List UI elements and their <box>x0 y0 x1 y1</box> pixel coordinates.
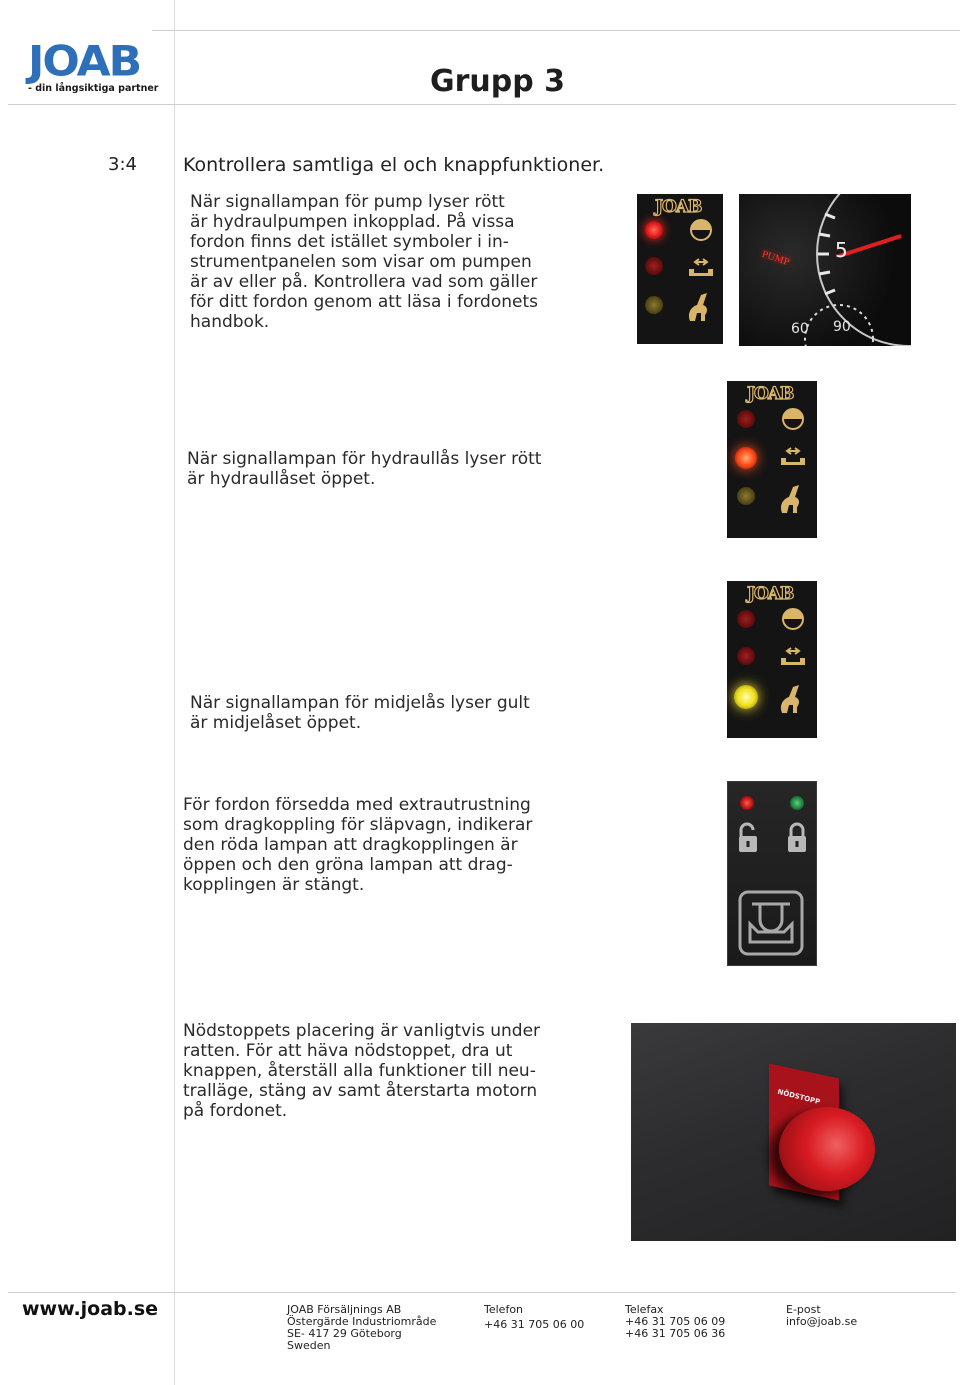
red-lamp-lit <box>645 221 663 239</box>
gauge-dial-icon <box>739 194 911 346</box>
joab-logo: JOAB <box>28 37 141 86</box>
header-rule-top <box>152 30 960 31</box>
gauge-digit: 5 <box>835 238 848 262</box>
footer-address: JOAB Försäljnings AB Östergärde Industriområde SE- 417 29 Göteborg Sweden <box>287 1303 437 1352</box>
midjelas-indicator-photo <box>727 581 817 738</box>
hydraullas-paragraph: När signallampan för hydraullås lyser rött är hydraullåset öppet. <box>187 449 542 489</box>
pump-indicator-photo <box>637 194 723 344</box>
dragkoppling-paragraph: För fordon försedda med extrautrustning som dragkoppling för släpvagn, indikerar den röda lampan att dragkopplingen är öppen och den gröna lampan att drag- kopplingen är stängt. <box>183 795 533 895</box>
section-heading: Kontrollera samtliga el och knappfunktioner. <box>183 154 605 176</box>
articulation-symbol-icon <box>777 681 807 715</box>
red-lamp-off <box>645 257 663 275</box>
yellow-lamp-lit <box>734 685 758 709</box>
emergency-stop-photo <box>631 1023 956 1241</box>
tow-hitch-button-icon <box>738 890 804 956</box>
logo-tagline: - din långsiktiga partner <box>28 83 159 94</box>
nodstopp-paragraph: Nödstoppets placering är vanligtvis under ratten. För att häva nödstoppet, dra ut knappen, återställ alla funktioner till neu- tralläge, stäng av samt återstarta motorn på fordonet. <box>183 1021 541 1121</box>
green-lamp <box>790 796 804 810</box>
yellow-lamp-off <box>645 296 663 314</box>
page-title: Grupp 3 <box>430 64 566 99</box>
panel-logo: JOAB <box>747 384 794 404</box>
red-lamp <box>740 796 754 810</box>
footer-fax: +46 31 705 06 09 +46 31 705 06 36 <box>625 1315 726 1340</box>
yellow-lamp-off <box>737 487 755 505</box>
estop-label: NÖDSTOPP <box>776 1087 821 1107</box>
hydraullock-symbol-icon <box>687 256 715 278</box>
hydraullock-symbol-icon <box>779 445 807 467</box>
hydraullas-indicator-photo <box>727 381 817 538</box>
footer-rule <box>8 1292 956 1293</box>
red-lamp-lit <box>735 447 757 469</box>
panel-logo: JOAB <box>747 584 794 604</box>
dragkoppling-indicator-photo <box>727 781 817 966</box>
footer-email[interactable]: info@joab.se <box>786 1315 858 1328</box>
pump-paragraph: När signallampan för pump lyser rött är hydraulpumpen inkopplad. På vissa fordon finns det istället symboler i in- strumentpanelen som visar om pumpen är av eller på. Kontrollera vad som gäller för ditt fordon genom att läsa i fordonets handbok. <box>190 192 538 332</box>
hydraullock-symbol-icon <box>779 645 807 667</box>
unlocked-padlock-icon <box>737 822 759 854</box>
panel-logo: JOAB <box>655 197 702 217</box>
locked-padlock-icon <box>786 822 808 854</box>
gauge-tick-90: 90 <box>833 319 851 335</box>
footer-website-link[interactable]: www.joab.se <box>22 1298 159 1320</box>
pump-symbol-icon <box>689 218 713 242</box>
section-number: 3:4 <box>108 154 137 175</box>
footer-phone-label: Telefon <box>484 1303 524 1316</box>
red-lamp-off <box>737 410 755 428</box>
dashboard-gauge-photo <box>739 194 911 346</box>
header-rule-bottom <box>8 104 956 105</box>
red-lamp-off <box>737 647 755 665</box>
articulation-symbol-icon <box>685 289 715 323</box>
pump-warning-label: PUMP <box>760 249 791 269</box>
footer-email-label: E-post <box>786 1303 821 1316</box>
margin-divider <box>174 0 175 1385</box>
footer-phone: +46 31 705 06 00 <box>484 1318 585 1331</box>
articulation-symbol-icon <box>777 481 807 515</box>
pump-symbol-icon <box>781 407 805 431</box>
footer-fax-label: Telefax <box>625 1303 664 1316</box>
estop-button[interactable] <box>779 1107 875 1191</box>
midjelas-paragraph: När signallampan för midjelås lyser gult är midjelåset öppet. <box>190 693 530 733</box>
gauge-tick-60: 60 <box>791 321 809 337</box>
pump-symbol-icon <box>781 607 805 631</box>
red-lamp-off <box>737 610 755 628</box>
